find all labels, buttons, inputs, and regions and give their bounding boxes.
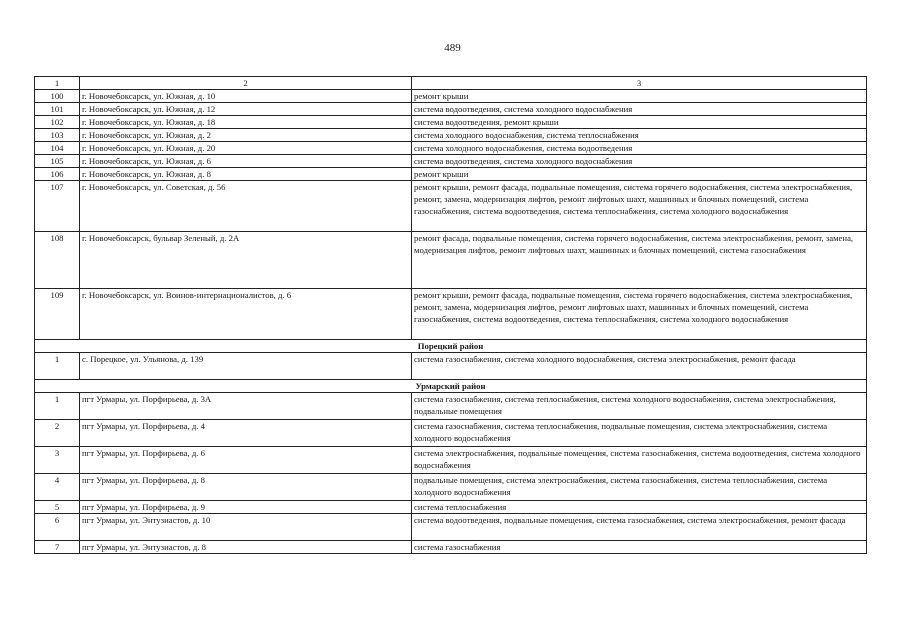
row-works: система газоснабжения: [412, 541, 867, 554]
row-address: пгт Урмары, ул. Порфирьева, д. 3А: [80, 393, 412, 420]
section-header-row: [35, 380, 867, 393]
table-row: [35, 90, 867, 103]
row-number: 104: [35, 142, 80, 155]
table-row: [35, 142, 867, 155]
row-works: система газоснабжения, система холодного водоснабжения, система электроснабжения, ремонт фасада: [412, 353, 867, 380]
row-address: г. Новочебоксарск, ул. Южная, д. 20: [80, 142, 412, 155]
table-row: [35, 289, 867, 340]
row-address: пгт Урмары, ул. Энтузиастов, д. 10: [80, 514, 412, 541]
table-row: [35, 541, 867, 554]
section-title: Урмарский район: [35, 380, 867, 393]
row-address: г. Новочебоксарск, ул. Южная, д. 2: [80, 129, 412, 142]
row-address: пгт Урмары, ул. Порфирьева, д. 8: [80, 474, 412, 501]
row-address: г. Новочебоксарск, ул. Южная, д. 18: [80, 116, 412, 129]
row-works: ремонт крыши: [412, 90, 867, 103]
row-number: 108: [35, 232, 80, 289]
table-row: [35, 168, 867, 181]
table-row: [35, 353, 867, 380]
row-address: г. Новочебоксарск, ул. Воинов-интернационалистов, д. 6: [80, 289, 412, 340]
row-works: система водоотведения, система холодного водоснабжения: [412, 155, 867, 168]
section-title: Порецкий район: [35, 340, 867, 353]
table-row: [35, 181, 867, 232]
row-address: г. Новочебоксарск, ул. Южная, д. 12: [80, 103, 412, 116]
row-works: система водоотведения, система холодного водоснабжения: [412, 103, 867, 116]
header-col-3: 3: [412, 77, 867, 90]
table-row: [35, 129, 867, 142]
header-col-1: 1: [35, 77, 80, 90]
table-row: [35, 501, 867, 514]
row-number: 106: [35, 168, 80, 181]
table-row: [35, 155, 867, 168]
table-row: [35, 232, 867, 289]
row-number: 101: [35, 103, 80, 116]
row-number: 107: [35, 181, 80, 232]
row-works: подвальные помещения, система электроснабжения, система газоснабжения, система теплоснабжения, система холодного водоснабжения: [412, 474, 867, 501]
row-works: система электроснабжения, подвальные помещения, система газоснабжения, система водоотведения, система холодного водоснабжения: [412, 447, 867, 474]
row-number: 3: [35, 447, 80, 474]
row-number: 5: [35, 501, 80, 514]
row-works: система водоотведения, ремонт крыши: [412, 116, 867, 129]
header-col-2: 2: [80, 77, 412, 90]
works-table: [34, 76, 867, 554]
table-row: [35, 420, 867, 447]
table-header-row: [35, 77, 867, 90]
row-address: г. Новочебоксарск, ул. Советская, д. 56: [80, 181, 412, 232]
row-address: г. Новочебоксарск, ул. Южная, д. 8: [80, 168, 412, 181]
row-works: ремонт крыши: [412, 168, 867, 181]
row-address: пгт Урмары, ул. Энтузиастов, д. 8: [80, 541, 412, 554]
table-row: [35, 514, 867, 541]
row-number: 100: [35, 90, 80, 103]
row-works: система водоотведения, подвальные помещения, система газоснабжения, система электроснабжения, ремонт фасада: [412, 514, 867, 541]
row-address: г. Новочебоксарск, ул. Южная, д. 10: [80, 90, 412, 103]
works-table-body: [35, 77, 867, 554]
row-number: 102: [35, 116, 80, 129]
row-number: 7: [35, 541, 80, 554]
row-address: пгт Урмары, ул. Порфирьева, д. 6: [80, 447, 412, 474]
table-row: [35, 393, 867, 420]
row-works: ремонт фасада, подвальные помещения, система горячего водоснабжения, система электроснабжения, ремонт, замена, модернизация лифтов, ремонт лифтовых шахт, машинных и блочных помещений, система газоснабжения: [412, 232, 867, 289]
row-works: система теплоснабжения: [412, 501, 867, 514]
table-row: [35, 447, 867, 474]
row-address: пгт Урмары, ул. Порфирьева, д. 4: [80, 420, 412, 447]
row-works: система газоснабжения, система теплоснабжения, подвальные помещения, система электроснабжения, система холодного водоснабжения: [412, 420, 867, 447]
row-number: 6: [35, 514, 80, 541]
row-address: с. Порецкое, ул. Ульянова, д. 139: [80, 353, 412, 380]
row-works: ремонт крыши, ремонт фасада, подвальные помещения, система горячего водоснабжения, система электроснабжения, ремонт, замена, модернизация лифтов, ремонт лифтовых шахт, машинных и блочных помещений, система газоснабжения, система водоотведения, система теплоснабжения, система холодного водоснабжения: [412, 289, 867, 340]
row-works: система холодного водоснабжения, система теплоснабжения: [412, 129, 867, 142]
row-address: пгт Урмары, ул. Порфирьева, д. 9: [80, 501, 412, 514]
row-works: система газоснабжения, система теплоснабжения, система холодного водоснабжения, система электроснабжения, подвальные помещения: [412, 393, 867, 420]
row-works: система холодного водоснабжения, система водоотведения: [412, 142, 867, 155]
table-row: [35, 474, 867, 501]
table-row: [35, 116, 867, 129]
row-number: 2: [35, 420, 80, 447]
row-address: г. Новочебоксарск, бульвар Зеленый, д. 2А: [80, 232, 412, 289]
row-number: 4: [35, 474, 80, 501]
row-number: 1: [35, 393, 80, 420]
row-works: ремонт крыши, ремонт фасада, подвальные помещения, система горячего водоснабжения, система электроснабжения, ремонт, замена, модернизация лифтов, ремонт лифтовых шахт, машинных и блочных помещений, система газоснабжения, система водоотведения, система теплоснабжения, система холодного водоснабжения: [412, 181, 867, 232]
row-number: 1: [35, 353, 80, 380]
row-address: г. Новочебоксарск, ул. Южная, д. 6: [80, 155, 412, 168]
page-number: 489: [444, 42, 461, 54]
row-number: 103: [35, 129, 80, 142]
row-number: 109: [35, 289, 80, 340]
row-number: 105: [35, 155, 80, 168]
table-row: [35, 103, 867, 116]
section-header-row: [35, 340, 867, 353]
